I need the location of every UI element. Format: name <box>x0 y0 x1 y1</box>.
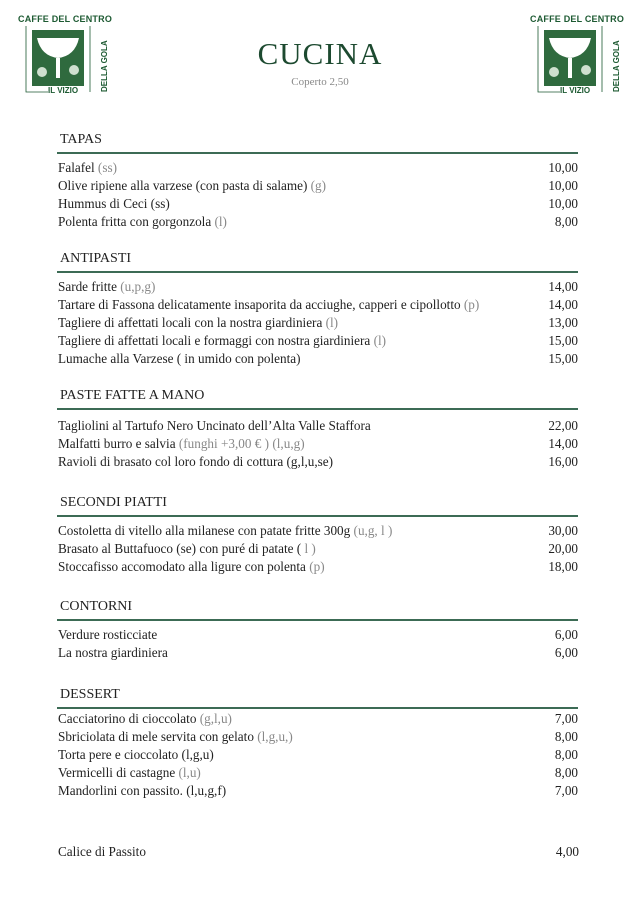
menu-item <box>57 728 578 746</box>
menu-item <box>57 644 578 662</box>
item-price: 20,00 <box>548 541 578 556</box>
section-title: TAPAS <box>60 132 102 147</box>
item-price: 6,00 <box>554 645 578 660</box>
item-name: Tagliere di affettati locali e formaggi con nostra giardiniera <box>58 333 374 348</box>
item-name: Tagliolini al Tartufo Nero Uncinato dell’Alta Valle Staffora <box>58 418 371 433</box>
item-name: Mandorlini con passito. (l,u,g,f) <box>58 783 227 798</box>
item-price: 7,00 <box>554 711 578 726</box>
item-allergens: (u,g, l ) <box>353 523 393 538</box>
item-price: 10,00 <box>548 178 578 193</box>
item-label <box>58 558 325 576</box>
item-list <box>57 522 578 576</box>
item-name: Calice di Passito <box>58 844 146 859</box>
item-name: Hummus di Ceci (ss) <box>58 196 170 211</box>
menu-section <box>57 250 578 368</box>
item-list <box>57 159 578 231</box>
item-allergens: (l) <box>373 333 387 348</box>
item-label <box>58 728 293 746</box>
item-allergens: (u,p,g) <box>120 279 156 294</box>
item-allergens: (p) <box>463 297 480 312</box>
item-label <box>58 540 316 558</box>
item-name: Tagliere di affettati locali con la nostra giardiniera <box>58 315 326 330</box>
item-name: Cacciatorino di cioccolato <box>58 711 200 726</box>
item-price: 15,00 <box>548 333 578 348</box>
item-price: 7,00 <box>554 783 578 798</box>
item-allergens: (p) <box>309 559 325 574</box>
item-name: Lumache alla Varzese ( in umido con polenta) <box>58 351 301 366</box>
item-name: Sarde fritte <box>58 279 121 294</box>
menu-item <box>57 195 578 213</box>
menu-item <box>57 522 578 540</box>
menu-section <box>57 387 578 471</box>
item-list <box>57 626 578 662</box>
item-label <box>58 314 338 332</box>
section-divider <box>57 707 578 709</box>
section-title: CONTORNI <box>60 599 133 614</box>
item-price: 10,00 <box>548 160 578 175</box>
item-label <box>58 782 226 800</box>
item-allergens: (l,g,u,) <box>257 729 293 744</box>
item-name: Stoccafisso accomodato alla ligure con polenta <box>58 559 310 574</box>
item-price: 22,00 <box>548 418 578 433</box>
page-title: CUCINA <box>257 36 383 71</box>
section-divider <box>57 515 578 517</box>
item-name: La nostra giardiniera <box>58 645 168 660</box>
item-allergens: (l) <box>214 214 227 229</box>
item-allergens: (l,u) <box>178 765 201 780</box>
menu-section <box>57 494 578 576</box>
section-divider <box>57 408 578 410</box>
menu-item <box>57 278 578 296</box>
item-label <box>58 710 232 728</box>
item-allergens: (l) <box>325 315 339 330</box>
section-divider <box>57 271 578 273</box>
section-title: PASTE FATTE A MANO <box>60 388 205 403</box>
item-price: 15,00 <box>548 351 578 366</box>
item-label <box>58 213 227 231</box>
item-name: Vermicelli di castagne <box>58 765 179 780</box>
logo-text-bottom: IL VIZIO <box>560 86 591 95</box>
section-divider <box>57 619 578 621</box>
item-price: 10,00 <box>548 196 578 211</box>
item-label <box>58 746 214 764</box>
item-label <box>58 764 201 782</box>
menu-item-calice <box>57 843 579 861</box>
item-price: 30,00 <box>548 523 578 538</box>
item-allergens: (g,l,u) <box>199 711 232 726</box>
item-price: 6,00 <box>554 627 578 642</box>
item-label <box>58 177 326 195</box>
item-allergens: (funghi +3,00 € ) (l,u,g) <box>178 436 305 451</box>
item-list <box>57 417 578 471</box>
menu-item <box>57 782 578 800</box>
logo-text-top: CAFFE DEL CENTRO <box>530 14 625 24</box>
menu-item <box>57 435 578 453</box>
item-name: Verdure rosticciate <box>58 627 158 642</box>
item-price: 8,00 <box>554 765 578 780</box>
menu-item <box>57 350 578 368</box>
item-price: 8,00 <box>554 747 578 762</box>
menu-item <box>57 746 578 764</box>
cover-charge: Coperto 2,50 <box>291 76 349 88</box>
item-price: 14,00 <box>548 297 578 312</box>
menu-item <box>57 453 578 471</box>
item-label <box>58 159 117 177</box>
item-label <box>58 435 305 453</box>
item-label <box>58 453 333 471</box>
item-price: 14,00 <box>548 436 578 451</box>
item-label <box>58 296 479 314</box>
logo-text-bottom: IL VIZIO <box>48 86 79 95</box>
item-price: 8,00 <box>554 214 578 229</box>
item-price: 18,00 <box>548 559 578 574</box>
menu-item <box>57 540 578 558</box>
item-name: Polenta fritta con gorgonzola <box>58 214 215 229</box>
menu-item <box>57 558 578 576</box>
item-name: Torta pere e cioccolato (l,g,u) <box>58 747 214 762</box>
item-allergens: (ss) <box>97 160 117 175</box>
item-list <box>57 710 578 800</box>
item-label <box>58 332 386 350</box>
item-label <box>58 626 157 644</box>
item-label <box>58 417 371 435</box>
section-title: ANTIPASTI <box>60 251 132 266</box>
item-label <box>58 278 155 296</box>
logo-text-side: DELLA GOLA <box>100 40 109 92</box>
menu-item <box>57 314 578 332</box>
item-label <box>58 350 301 368</box>
item-name: Falafel <box>58 160 98 175</box>
section-title: SECONDI PIATTI <box>60 495 167 510</box>
item-price: 8,00 <box>554 729 578 744</box>
item-label <box>58 644 168 662</box>
item-name: Malfatti burro e salvia <box>58 436 179 451</box>
section-title: DESSERT <box>60 687 120 702</box>
item-name: Tartare di Fassona delicatamente insaporita da acciughe, capperi e cipollotto <box>58 297 464 312</box>
item-price: 13,00 <box>548 315 578 330</box>
menu-section <box>57 686 578 800</box>
menu-section <box>57 131 578 231</box>
menu-item <box>57 626 578 644</box>
item-label <box>58 195 170 213</box>
menu-item <box>57 177 578 195</box>
item-allergens: (g) <box>310 178 327 193</box>
menu-item <box>57 332 578 350</box>
item-name: Sbriciolata di mele servita con gelato <box>58 729 258 744</box>
menu-item <box>57 417 578 435</box>
menu-item <box>57 710 578 728</box>
menu-item <box>57 159 578 177</box>
item-name: Brasato al Buttafuoco (se) con puré di patate ( <box>58 541 305 556</box>
logo-text-side: DELLA GOLA <box>612 40 621 92</box>
item-price: 4,00 <box>555 844 579 859</box>
item-name: Costoletta di vitello alla milanese con patate fritte 300g <box>58 523 354 538</box>
section-divider <box>57 152 578 154</box>
menu-section <box>57 598 578 662</box>
item-label <box>58 522 392 540</box>
item-price: 14,00 <box>548 279 578 294</box>
logo-text-top: CAFFE DEL CENTRO <box>18 14 113 24</box>
item-allergens: l ) <box>304 541 316 556</box>
menu-item <box>57 764 578 782</box>
item-name: Olive ripiene alla varzese (con pasta di salame) <box>58 178 311 193</box>
menu-item <box>57 296 578 314</box>
item-list <box>57 278 578 368</box>
item-name: Ravioli di brasato col loro fondo di cottura (g,l,u,se) <box>58 454 334 469</box>
item-price: 16,00 <box>548 454 578 469</box>
menu-item <box>57 213 578 231</box>
